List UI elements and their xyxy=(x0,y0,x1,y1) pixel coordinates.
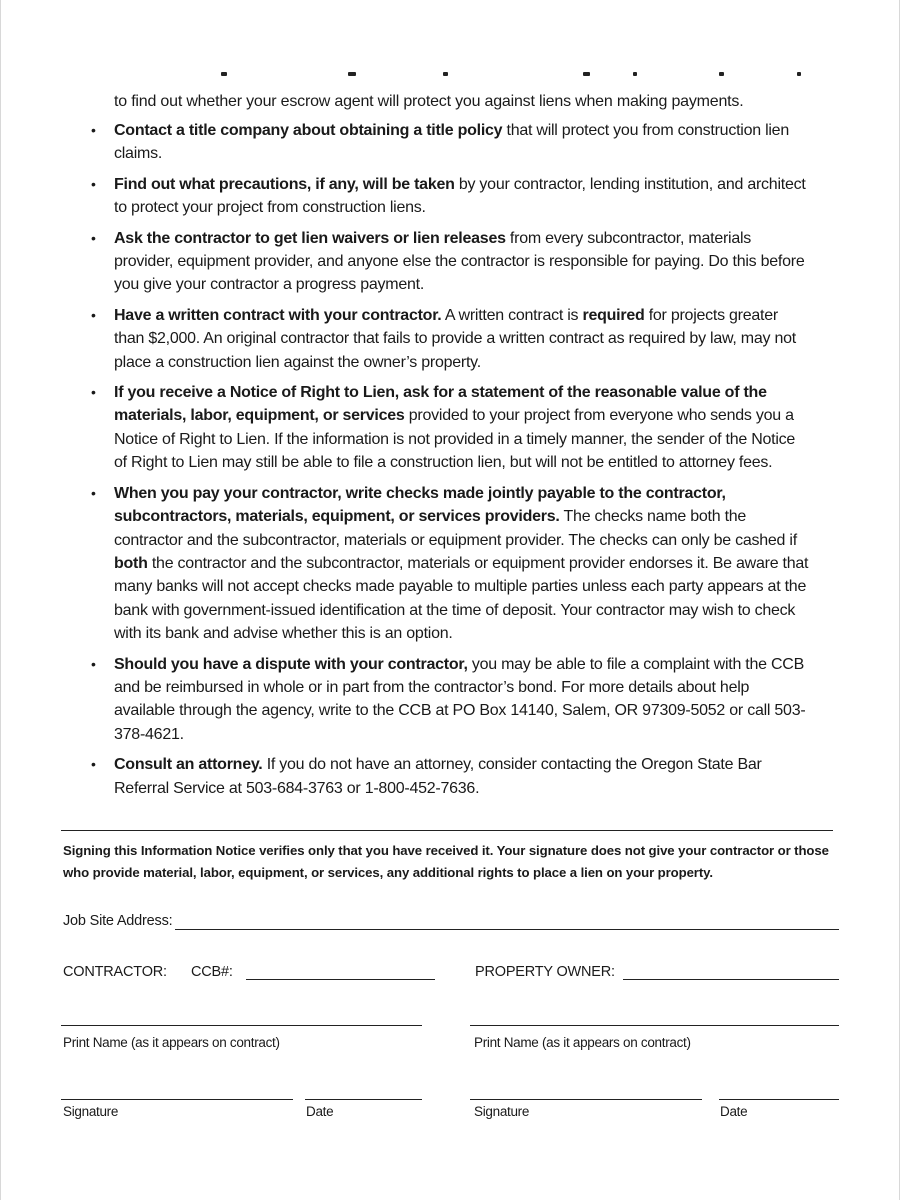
list-item xyxy=(1,304,900,374)
bullet-icon: • xyxy=(91,175,96,192)
bullet-body: the contractor and the subcontractor, materials or equipment provider endorses it. Be aware that many banks will not accept checks made payable to multiple parties unless each party appears at the bank with government-issued identification at the time of deposit. Your contractor may wish to check with its bank and advise whether this is an option. xyxy=(114,554,809,643)
owner-print-name-field[interactable] xyxy=(470,1025,839,1026)
clipped-previous-line xyxy=(113,72,803,80)
list-item xyxy=(1,381,900,475)
list-item xyxy=(1,173,900,220)
section-divider xyxy=(61,830,833,831)
owner-signature-field[interactable] xyxy=(470,1099,702,1100)
bullet-icon: • xyxy=(91,384,96,401)
bullet-lead: Ask the contractor to get lien waivers or lien releases xyxy=(114,229,506,247)
ccb-number-field[interactable] xyxy=(246,979,435,980)
list-item xyxy=(1,482,900,646)
bullet-lead: Should you have a dispute with your contractor, xyxy=(114,655,468,673)
contractor-print-name-field[interactable] xyxy=(61,1025,422,1026)
list-item xyxy=(1,753,900,800)
bullet-emphasis: both xyxy=(114,554,148,572)
job-site-address-field[interactable] xyxy=(175,929,839,930)
contractor-signature-label: Signature xyxy=(63,1104,119,1119)
bullet-body: A written contract is xyxy=(441,306,583,324)
bullet-lead: Have a written contract with your contractor. xyxy=(114,306,442,324)
property-owner-field[interactable] xyxy=(623,979,839,980)
bullet-body: provided to your project from everyone who sends you a Notice of Right to Lien. If the information is not provided in a timely manner, the sender of the Notice of Right to Lien may still be able to file a construction lien, but will not be entitled to attorney fees. xyxy=(114,407,796,472)
property-owner-label: PROPERTY OWNER: xyxy=(475,964,615,980)
bullet-lead: Find out what precautions, if any, will be taken xyxy=(114,175,455,193)
bullet-body: you may be able to file a complaint with the CCB and be reimbursed in whole or in part from the contractor’s bond. For more details about help available through the agency, write to the CCB at PO Box 14140, Salem, OR 97309-5052 or call 503-378-4621. xyxy=(114,655,806,743)
list-item xyxy=(1,227,900,297)
bullet-icon: • xyxy=(91,756,96,773)
bullet-lead: If you receive a Notice of Right to Lien, ask for a statement of the reasonable value of the materials, labor, equipment, or services xyxy=(114,384,767,425)
bullet-icon: • xyxy=(91,484,96,501)
bullet-body: by your contractor, lending institution, and architect to protect your project from construction liens. xyxy=(114,175,806,217)
owner-date-label: Date xyxy=(720,1104,748,1119)
signing-notice: Signing this Information Notice verifies only that you have received it. Your signature does not give your contractor or those who provide material, labor, equipment, or services, any additional rights to place a lien on your property. xyxy=(63,843,829,880)
bullet-body: If you do not have an attorney, consider contacting the Oregon State Bar Referral Service at 503-684-3763 or 1-800-452-7636. xyxy=(114,756,762,797)
bullet-body: The checks name both the contractor and the subcontractor, materials or equipment provider. The checks can only be cashed if xyxy=(114,508,797,549)
bullet-icon: • xyxy=(91,229,96,246)
contractor-print-name-label: Print Name (as it appears on contract) xyxy=(63,1035,280,1050)
contractor-date-field[interactable] xyxy=(305,1099,422,1100)
owner-signature-label: Signature xyxy=(474,1104,530,1119)
contractor-signature-field[interactable] xyxy=(61,1099,293,1100)
bullet-emphasis: required xyxy=(582,306,645,324)
contractor-label: CONTRACTOR: xyxy=(63,964,167,980)
bullet-lead: Consult an attorney. xyxy=(114,756,263,774)
bullet-icon: • xyxy=(91,655,96,672)
list-item xyxy=(1,653,900,747)
contractor-date-label: Date xyxy=(306,1104,334,1119)
bullet-icon: • xyxy=(91,122,96,138)
bullet-body: for projects greater than $2,000. An original contractor that fails to provide a written contract as required by law, may not place a construction lien against the owner’s property. xyxy=(114,306,796,371)
bullet-body: from every subcontractor, materials provider, equipment provider, and anyone else the contractor is responsible for paying. Do this before you give your contractor a progress payment. xyxy=(114,229,805,294)
job-site-address-label: Job Site Address: xyxy=(63,913,173,929)
bullet-body: that will protect you from construction lien claims. xyxy=(114,122,789,163)
list-item xyxy=(1,119,900,166)
bullet-lead: Contact a title company about obtaining a title policy xyxy=(114,122,503,139)
bullet-icon: • xyxy=(91,306,96,323)
bullet-lead: When you pay your contractor, write checks made jointly payable to the contractor, subcontractors, materials, equipment, or services providers. xyxy=(114,484,726,526)
owner-print-name-label: Print Name (as it appears on contract) xyxy=(474,1035,691,1050)
ccb-label: CCB#: xyxy=(191,964,233,980)
owner-date-field[interactable] xyxy=(719,1099,839,1100)
bullet-list xyxy=(1,119,900,807)
intro-continuation-text: to find out whether your escrow agent will protect you against liens when making payments. xyxy=(114,93,744,110)
